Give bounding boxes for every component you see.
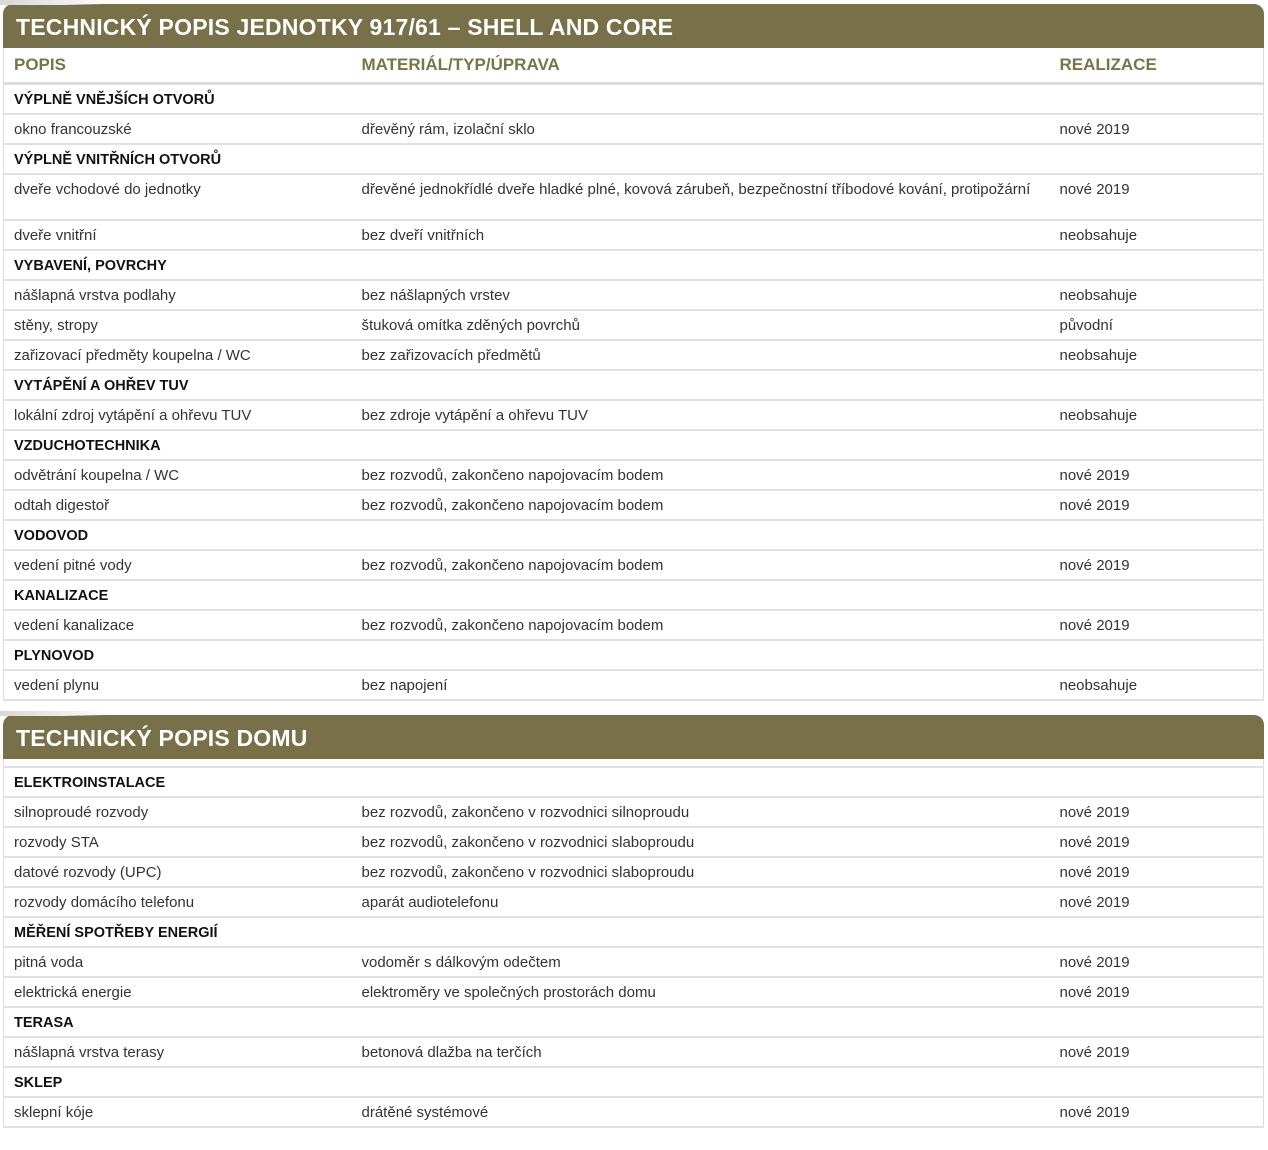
cell-popis: dveře vchodové do jednotky	[4, 174, 352, 220]
cell-popis: stěny, stropy	[4, 310, 352, 340]
cell-popis: silnoproudé rozvody	[4, 797, 352, 827]
cell-realizace: nové 2019	[1050, 1037, 1264, 1067]
cell-realizace: nové 2019	[1050, 827, 1264, 857]
category-row	[4, 370, 1264, 400]
category-row	[4, 520, 1264, 550]
banner-decoration	[0, 0, 105, 5]
cell-realizace: nové 2019	[1050, 460, 1264, 490]
table-row	[4, 827, 1264, 857]
unit-section-title: TECHNICKÝ POPIS JEDNOTKY 917/61 – SHELL AND CORE	[16, 14, 674, 40]
category-row	[4, 640, 1264, 670]
cell-popis: vedení kanalizace	[4, 610, 352, 640]
category-row	[4, 144, 1264, 174]
category-label: VÝPLNĚ VNITŘNÍCH OTVORŮ	[4, 144, 1264, 174]
table-row	[4, 857, 1264, 887]
cell-popis: vedení plynu	[4, 670, 352, 700]
cell-material: bez rozvodů, zakončeno napojovacím bodem	[352, 550, 1050, 580]
category-label: PLYNOVOD	[4, 640, 1264, 670]
table-row	[4, 1097, 1264, 1127]
cell-popis: nášlapná vrstva podlahy	[4, 280, 352, 310]
unit-spec-table	[3, 48, 1264, 701]
category-row	[4, 1007, 1264, 1037]
table-row	[4, 460, 1264, 490]
cell-material: bez zařizovacích předmětů	[352, 340, 1050, 370]
category-row	[4, 767, 1264, 797]
cell-material: bez napojení	[352, 670, 1050, 700]
cell-material: bez rozvodů, zakončeno napojovacím bodem	[352, 460, 1050, 490]
cell-popis: vedení pitné vody	[4, 550, 352, 580]
cell-realizace: nové 2019	[1050, 857, 1264, 887]
table-header-row	[4, 48, 1264, 84]
spacer-row	[4, 759, 1264, 767]
table-row	[4, 310, 1264, 340]
cell-popis: odvětrání koupelna / WC	[4, 460, 352, 490]
unit-technical-section	[3, 4, 1264, 701]
cell-material: vodoměr s dálkovým odečtem	[352, 947, 1050, 977]
cell-material: drátěné systémové	[352, 1097, 1050, 1127]
cell-popis: dveře vnitřní	[4, 220, 352, 250]
table-row	[4, 977, 1264, 1007]
category-row	[4, 580, 1264, 610]
table-row	[4, 280, 1264, 310]
cell-material: bez nášlapných vrstev	[352, 280, 1050, 310]
unit-spec-body	[4, 84, 1264, 701]
banner-decoration	[0, 711, 105, 716]
cell-popis: lokální zdroj vytápění a ohřevu TUV	[4, 400, 352, 430]
table-row	[4, 550, 1264, 580]
house-spec-table	[3, 759, 1264, 1128]
category-row	[4, 250, 1264, 280]
cell-realizace: neobsahuje	[1050, 400, 1264, 430]
table-row	[4, 340, 1264, 370]
category-row	[4, 917, 1264, 947]
header-material: MATERIÁL/TYP/ÚPRAVA	[352, 48, 1050, 84]
category-label: VÝPLNĚ VNĚJŠÍCH OTVORŮ	[4, 84, 1264, 115]
cell-material: elektroměry ve společných prostorách domu	[352, 977, 1050, 1007]
category-label: VODOVOD	[4, 520, 1264, 550]
house-section-title: TECHNICKÝ POPIS DOMU	[16, 725, 308, 751]
category-label: MĚŘENÍ SPOTŘEBY ENERGIÍ	[4, 917, 1264, 947]
category-label: SKLEP	[4, 1067, 1264, 1097]
header-popis: POPIS	[4, 48, 352, 84]
header-realizace: REALIZACE	[1050, 48, 1264, 84]
category-label: VYTÁPĚNÍ A OHŘEV TUV	[4, 370, 1264, 400]
table-row	[4, 174, 1264, 220]
category-label: VZDUCHOTECHNIKA	[4, 430, 1264, 460]
cell-realizace: neobsahuje	[1050, 280, 1264, 310]
cell-realizace: neobsahuje	[1050, 340, 1264, 370]
category-label: ELEKTROINSTALACE	[4, 767, 1264, 797]
cell-popis: okno francouzské	[4, 114, 352, 144]
cell-popis: rozvody domácího telefonu	[4, 887, 352, 917]
cell-realizace: neobsahuje	[1050, 670, 1264, 700]
cell-material: dřevěné jednokřídlé dveře hladké plné, kovová zárubeň, bezpečnostní tříbodové kování, protipožární	[352, 174, 1050, 220]
house-section-banner	[3, 715, 1264, 759]
table-row	[4, 490, 1264, 520]
table-row	[4, 797, 1264, 827]
cell-realizace: nové 2019	[1050, 797, 1264, 827]
category-row	[4, 84, 1264, 115]
table-row	[4, 670, 1264, 700]
cell-popis: rozvody STA	[4, 827, 352, 857]
cell-realizace: nové 2019	[1050, 550, 1264, 580]
cell-realizace: nové 2019	[1050, 947, 1264, 977]
cell-popis: datové rozvody (UPC)	[4, 857, 352, 887]
cell-material: bez rozvodů, zakončeno v rozvodnici slaboproudu	[352, 857, 1050, 887]
cell-material: dřevěný rám, izolační sklo	[352, 114, 1050, 144]
cell-material: bez zdroje vytápění a ohřevu TUV	[352, 400, 1050, 430]
cell-realizace: nové 2019	[1050, 114, 1264, 144]
cell-realizace: nové 2019	[1050, 174, 1264, 220]
table-row	[4, 114, 1264, 144]
category-label: TERASA	[4, 1007, 1264, 1037]
cell-material: bez rozvodů, zakončeno napojovacím bodem	[352, 610, 1050, 640]
table-row	[4, 400, 1264, 430]
cell-popis: odtah digestoř	[4, 490, 352, 520]
category-label: VYBAVENÍ, POVRCHY	[4, 250, 1264, 280]
house-spec-body	[4, 759, 1264, 1127]
cell-popis: sklepní kóje	[4, 1097, 352, 1127]
cell-material: bez rozvodů, zakončeno v rozvodnici slaboproudu	[352, 827, 1050, 857]
cell-material: štuková omítka zděných povrchů	[352, 310, 1050, 340]
cell-material: bez dveří vnitřních	[352, 220, 1050, 250]
cell-realizace: nové 2019	[1050, 977, 1264, 1007]
cell-realizace: nové 2019	[1050, 887, 1264, 917]
cell-popis: pitná voda	[4, 947, 352, 977]
cell-realizace: nové 2019	[1050, 490, 1264, 520]
unit-section-banner	[3, 4, 1264, 48]
table-row	[4, 1037, 1264, 1067]
cell-realizace: nové 2019	[1050, 610, 1264, 640]
cell-realizace: původní	[1050, 310, 1264, 340]
table-row	[4, 947, 1264, 977]
house-technical-section	[3, 715, 1264, 1128]
category-label: KANALIZACE	[4, 580, 1264, 610]
cell-material: aparát audiotelefonu	[352, 887, 1050, 917]
cell-material: betonová dlažba na terčích	[352, 1037, 1050, 1067]
cell-popis: nášlapná vrstva terasy	[4, 1037, 352, 1067]
category-row	[4, 1067, 1264, 1097]
cell-realizace: nové 2019	[1050, 1097, 1264, 1127]
table-row	[4, 220, 1264, 250]
cell-popis: zařizovací předměty koupelna / WC	[4, 340, 352, 370]
spacer-cell	[4, 759, 1264, 767]
category-row	[4, 430, 1264, 460]
cell-material: bez rozvodů, zakončeno napojovacím bodem	[352, 490, 1050, 520]
table-row	[4, 610, 1264, 640]
table-row	[4, 887, 1264, 917]
cell-material: bez rozvodů, zakončeno v rozvodnici silnoproudu	[352, 797, 1050, 827]
cell-realizace: neobsahuje	[1050, 220, 1264, 250]
cell-popis: elektrická energie	[4, 977, 352, 1007]
